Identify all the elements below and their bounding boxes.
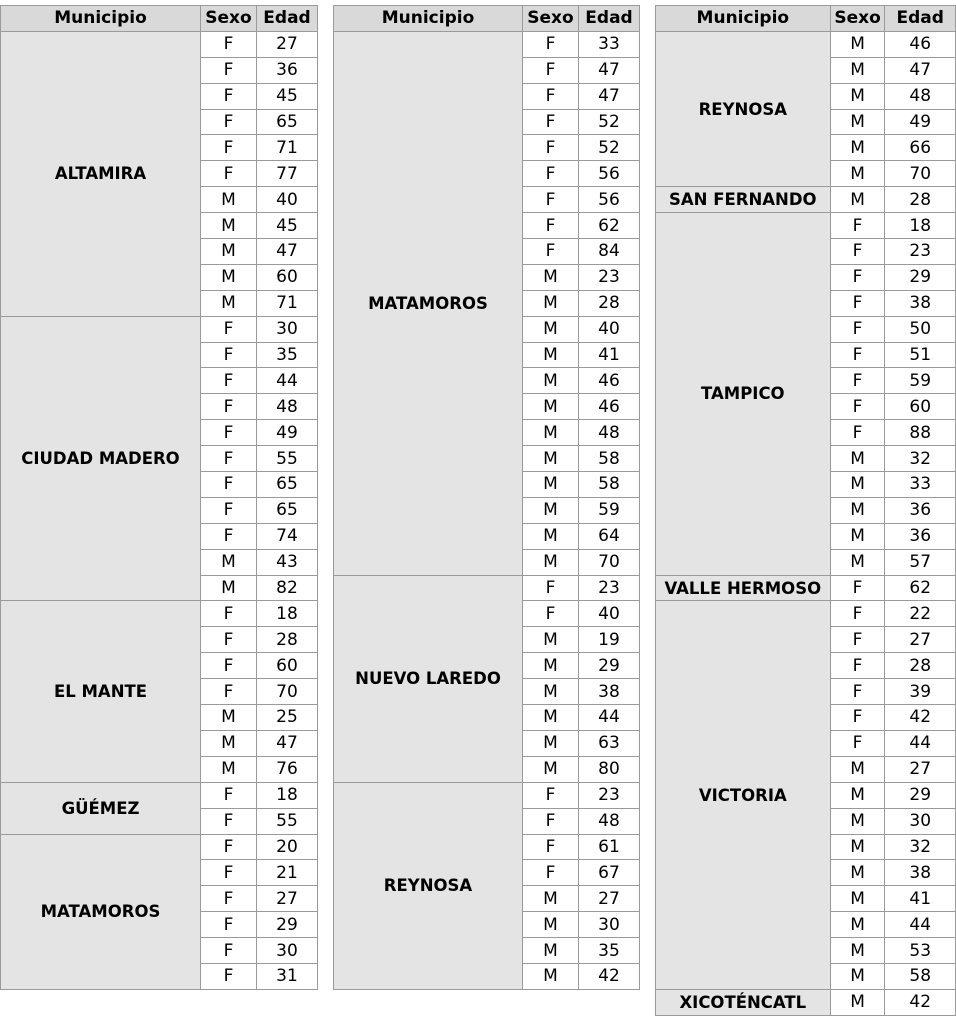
header-row xyxy=(334,6,640,32)
header-municipio: Municipio xyxy=(1,6,201,32)
edad-cell: 20 xyxy=(257,834,318,860)
table-row xyxy=(656,601,956,627)
table-row xyxy=(656,31,956,57)
sexo-cell: F xyxy=(830,730,885,756)
sexo-cell: F xyxy=(523,57,579,83)
edad-cell: 40 xyxy=(579,316,640,342)
municipio-cell: REYNOSA xyxy=(656,31,831,186)
edad-cell: 49 xyxy=(257,420,318,446)
sexo-cell: F xyxy=(201,135,257,161)
sexo-cell: F xyxy=(830,213,885,239)
sexo-cell: F xyxy=(830,239,885,265)
edad-cell: 27 xyxy=(885,756,956,782)
sexo-cell: M xyxy=(523,730,579,756)
edad-cell: 56 xyxy=(579,161,640,187)
sexo-cell: F xyxy=(201,808,257,834)
edad-cell: 55 xyxy=(257,808,318,834)
sexo-cell: M xyxy=(523,523,579,549)
edad-cell: 64 xyxy=(579,523,640,549)
sexo-cell: F xyxy=(523,239,579,265)
sexo-cell: M xyxy=(830,912,885,938)
edad-cell: 18 xyxy=(257,601,318,627)
sexo-cell: M xyxy=(201,187,257,213)
sexo-cell: F xyxy=(830,679,885,705)
sexo-cell: M xyxy=(830,446,885,472)
edad-cell: 47 xyxy=(885,57,956,83)
sexo-cell: F xyxy=(523,135,579,161)
table-row xyxy=(334,575,640,601)
edad-cell: 65 xyxy=(257,472,318,498)
table-row xyxy=(334,31,640,57)
edad-cell: 60 xyxy=(257,653,318,679)
table-row xyxy=(334,782,640,808)
sexo-cell: F xyxy=(201,420,257,446)
sexo-cell: F xyxy=(830,264,885,290)
edad-cell: 60 xyxy=(885,394,956,420)
sexo-cell: F xyxy=(523,161,579,187)
edad-cell: 19 xyxy=(579,627,640,653)
municipio-cell: VICTORIA xyxy=(656,601,831,989)
sexo-cell: M xyxy=(201,705,257,731)
sexo-cell: F xyxy=(523,31,579,57)
header-edad: Edad xyxy=(257,6,318,32)
edad-cell: 32 xyxy=(885,834,956,860)
edad-cell: 40 xyxy=(257,187,318,213)
edad-cell: 38 xyxy=(885,860,956,886)
header-sexo: Sexo xyxy=(830,6,885,32)
sexo-cell: M xyxy=(830,57,885,83)
sexo-cell: M xyxy=(523,756,579,782)
edad-cell: 70 xyxy=(257,679,318,705)
edad-cell: 77 xyxy=(257,161,318,187)
header-municipio: Municipio xyxy=(656,6,831,32)
edad-cell: 29 xyxy=(579,653,640,679)
edad-cell: 36 xyxy=(885,523,956,549)
edad-cell: 27 xyxy=(257,31,318,57)
edad-cell: 33 xyxy=(579,31,640,57)
sexo-cell: F xyxy=(201,368,257,394)
sexo-cell: F xyxy=(830,653,885,679)
sexo-cell: M xyxy=(523,264,579,290)
edad-cell: 29 xyxy=(885,782,956,808)
sexo-cell: M xyxy=(201,575,257,601)
edad-cell: 67 xyxy=(579,860,640,886)
edad-cell: 30 xyxy=(257,316,318,342)
edad-cell: 35 xyxy=(579,938,640,964)
edad-cell: 71 xyxy=(257,135,318,161)
sexo-cell: M xyxy=(201,290,257,316)
edad-cell: 28 xyxy=(885,653,956,679)
sexo-cell: F xyxy=(523,782,579,808)
header-sexo: Sexo xyxy=(523,6,579,32)
edad-cell: 27 xyxy=(885,627,956,653)
edad-cell: 41 xyxy=(885,886,956,912)
edad-cell: 66 xyxy=(885,135,956,161)
sexo-cell: M xyxy=(830,989,885,1015)
sexo-cell: F xyxy=(523,834,579,860)
table-row xyxy=(656,989,956,1015)
municipio-cell: NUEVO LAREDO xyxy=(334,575,523,782)
data-table-3 xyxy=(655,5,956,1016)
sexo-cell: M xyxy=(523,679,579,705)
sexo-cell: M xyxy=(830,886,885,912)
edad-cell: 52 xyxy=(579,135,640,161)
edad-cell: 60 xyxy=(257,264,318,290)
sexo-cell: M xyxy=(830,472,885,498)
sexo-cell: F xyxy=(523,575,579,601)
edad-cell: 71 xyxy=(257,290,318,316)
sexo-cell: M xyxy=(523,653,579,679)
table-row xyxy=(656,213,956,239)
sexo-cell: M xyxy=(201,730,257,756)
municipio-cell: MATAMOROS xyxy=(334,31,523,575)
sexo-cell: M xyxy=(523,912,579,938)
sexo-cell: F xyxy=(201,31,257,57)
sexo-cell: F xyxy=(201,523,257,549)
edad-cell: 76 xyxy=(257,756,318,782)
edad-cell: 47 xyxy=(257,730,318,756)
edad-cell: 42 xyxy=(885,705,956,731)
edad-cell: 65 xyxy=(257,497,318,523)
edad-cell: 44 xyxy=(885,912,956,938)
edad-cell: 23 xyxy=(579,782,640,808)
sexo-cell: F xyxy=(523,213,579,239)
edad-cell: 45 xyxy=(257,213,318,239)
municipio-cell: REYNOSA xyxy=(334,782,523,989)
edad-cell: 46 xyxy=(885,31,956,57)
edad-cell: 44 xyxy=(257,368,318,394)
edad-cell: 47 xyxy=(257,239,318,265)
header-sexo: Sexo xyxy=(201,6,257,32)
edad-cell: 70 xyxy=(885,161,956,187)
sexo-cell: M xyxy=(830,860,885,886)
sexo-cell: F xyxy=(201,653,257,679)
sexo-cell: F xyxy=(201,446,257,472)
edad-cell: 30 xyxy=(257,938,318,964)
sexo-cell: F xyxy=(830,705,885,731)
sexo-cell: M xyxy=(201,264,257,290)
edad-cell: 44 xyxy=(579,705,640,731)
sexo-cell: M xyxy=(201,239,257,265)
municipio-cell: CIUDAD MADERO xyxy=(1,316,201,601)
sexo-cell: F xyxy=(830,420,885,446)
edad-cell: 61 xyxy=(579,834,640,860)
edad-cell: 38 xyxy=(885,290,956,316)
edad-cell: 18 xyxy=(885,213,956,239)
sexo-cell: M xyxy=(523,963,579,989)
edad-cell: 44 xyxy=(885,730,956,756)
sexo-cell: F xyxy=(201,886,257,912)
edad-cell: 62 xyxy=(579,213,640,239)
municipio-cell: EL MANTE xyxy=(1,601,201,782)
edad-cell: 38 xyxy=(579,679,640,705)
edad-cell: 43 xyxy=(257,549,318,575)
sexo-cell: M xyxy=(523,446,579,472)
data-table-1 xyxy=(0,5,318,990)
edad-cell: 31 xyxy=(257,963,318,989)
sexo-cell: F xyxy=(201,912,257,938)
sexo-cell: M xyxy=(523,368,579,394)
sexo-cell: F xyxy=(201,472,257,498)
sexo-cell: M xyxy=(523,394,579,420)
sexo-cell: F xyxy=(830,290,885,316)
edad-cell: 25 xyxy=(257,705,318,731)
sexo-cell: M xyxy=(523,472,579,498)
edad-cell: 49 xyxy=(885,109,956,135)
header-edad: Edad xyxy=(579,6,640,32)
sexo-cell: F xyxy=(201,601,257,627)
edad-cell: 62 xyxy=(885,575,956,601)
edad-cell: 47 xyxy=(579,83,640,109)
sexo-cell: M xyxy=(523,290,579,316)
edad-cell: 48 xyxy=(579,420,640,446)
edad-cell: 51 xyxy=(885,342,956,368)
edad-cell: 58 xyxy=(579,446,640,472)
municipio-cell: GÜÉMEZ xyxy=(1,782,201,834)
sexo-cell: F xyxy=(523,860,579,886)
sexo-cell: M xyxy=(523,497,579,523)
edad-cell: 82 xyxy=(257,575,318,601)
sexo-cell: M xyxy=(830,31,885,57)
edad-cell: 18 xyxy=(257,782,318,808)
edad-cell: 46 xyxy=(579,368,640,394)
sexo-cell: M xyxy=(830,782,885,808)
sexo-cell: M xyxy=(523,627,579,653)
edad-cell: 56 xyxy=(579,187,640,213)
header-row xyxy=(656,6,956,32)
edad-cell: 42 xyxy=(885,989,956,1015)
table-row xyxy=(656,575,956,601)
data-table-2 xyxy=(333,5,640,990)
edad-cell: 57 xyxy=(885,549,956,575)
edad-cell: 29 xyxy=(885,264,956,290)
edad-cell: 80 xyxy=(579,756,640,782)
edad-cell: 53 xyxy=(885,938,956,964)
sexo-cell: M xyxy=(201,756,257,782)
edad-cell: 46 xyxy=(579,394,640,420)
sexo-cell: F xyxy=(830,601,885,627)
edad-cell: 33 xyxy=(885,472,956,498)
sexo-cell: F xyxy=(201,109,257,135)
edad-cell: 21 xyxy=(257,860,318,886)
edad-cell: 59 xyxy=(885,368,956,394)
edad-cell: 84 xyxy=(579,239,640,265)
sexo-cell: M xyxy=(830,963,885,989)
sexo-cell: F xyxy=(830,342,885,368)
edad-cell: 48 xyxy=(579,808,640,834)
sexo-cell: M xyxy=(523,705,579,731)
edad-cell: 28 xyxy=(257,627,318,653)
edad-cell: 55 xyxy=(257,446,318,472)
edad-cell: 63 xyxy=(579,730,640,756)
header-row xyxy=(1,6,318,32)
edad-cell: 59 xyxy=(579,497,640,523)
sexo-cell: F xyxy=(830,368,885,394)
edad-cell: 47 xyxy=(579,57,640,83)
sexo-cell: F xyxy=(830,627,885,653)
sexo-cell: F xyxy=(201,860,257,886)
sexo-cell: F xyxy=(523,808,579,834)
sexo-cell: M xyxy=(523,549,579,575)
sexo-cell: F xyxy=(201,57,257,83)
header-edad: Edad xyxy=(885,6,956,32)
table-row xyxy=(1,316,318,342)
sexo-cell: F xyxy=(201,316,257,342)
sexo-cell: M xyxy=(523,316,579,342)
sexo-cell: M xyxy=(830,187,885,213)
sexo-cell: M xyxy=(830,549,885,575)
municipio-cell: XICOTÉNCATL xyxy=(656,989,831,1015)
sexo-cell: F xyxy=(830,575,885,601)
sexo-cell: M xyxy=(830,938,885,964)
edad-cell: 39 xyxy=(885,679,956,705)
sexo-cell: M xyxy=(830,83,885,109)
edad-cell: 45 xyxy=(257,83,318,109)
municipio-cell: MATAMOROS xyxy=(1,834,201,989)
sexo-cell: F xyxy=(201,679,257,705)
edad-cell: 35 xyxy=(257,342,318,368)
sexo-cell: M xyxy=(523,342,579,368)
sexo-cell: M xyxy=(523,886,579,912)
edad-cell: 41 xyxy=(579,342,640,368)
edad-cell: 48 xyxy=(257,394,318,420)
sexo-cell: F xyxy=(523,109,579,135)
sexo-cell: M xyxy=(830,756,885,782)
sexo-cell: M xyxy=(830,497,885,523)
sexo-cell: F xyxy=(523,187,579,213)
edad-cell: 42 xyxy=(579,963,640,989)
edad-cell: 70 xyxy=(579,549,640,575)
sexo-cell: M xyxy=(830,834,885,860)
sexo-cell: M xyxy=(523,420,579,446)
edad-cell: 58 xyxy=(885,963,956,989)
edad-cell: 23 xyxy=(579,264,640,290)
header-municipio: Municipio xyxy=(334,6,523,32)
edad-cell: 28 xyxy=(579,290,640,316)
edad-cell: 23 xyxy=(885,239,956,265)
table-row xyxy=(1,601,318,627)
edad-cell: 32 xyxy=(885,446,956,472)
sexo-cell: F xyxy=(201,497,257,523)
sexo-cell: M xyxy=(830,109,885,135)
sexo-cell: F xyxy=(201,782,257,808)
edad-cell: 36 xyxy=(885,497,956,523)
table-row xyxy=(1,834,318,860)
sexo-cell: F xyxy=(201,394,257,420)
sexo-cell: F xyxy=(201,342,257,368)
edad-cell: 29 xyxy=(257,912,318,938)
edad-cell: 88 xyxy=(885,420,956,446)
sexo-cell: F xyxy=(523,83,579,109)
edad-cell: 58 xyxy=(579,472,640,498)
sexo-cell: M xyxy=(830,523,885,549)
table-row xyxy=(656,187,956,213)
edad-cell: 22 xyxy=(885,601,956,627)
municipio-cell: ALTAMIRA xyxy=(1,31,201,316)
sexo-cell: F xyxy=(201,834,257,860)
municipio-cell: TAMPICO xyxy=(656,213,831,575)
sexo-cell: M xyxy=(830,135,885,161)
sexo-cell: M xyxy=(201,213,257,239)
sexo-cell: M xyxy=(830,808,885,834)
sexo-cell: F xyxy=(830,394,885,420)
edad-cell: 23 xyxy=(579,575,640,601)
edad-cell: 36 xyxy=(257,57,318,83)
edad-cell: 27 xyxy=(257,886,318,912)
sexo-cell: F xyxy=(201,963,257,989)
edad-cell: 50 xyxy=(885,316,956,342)
sexo-cell: F xyxy=(201,83,257,109)
sexo-cell: M xyxy=(201,549,257,575)
municipio-cell: SAN FERNANDO xyxy=(656,187,831,213)
edad-cell: 48 xyxy=(885,83,956,109)
sexo-cell: M xyxy=(830,161,885,187)
sexo-cell: F xyxy=(523,601,579,627)
table-row xyxy=(1,31,318,57)
edad-cell: 74 xyxy=(257,523,318,549)
sexo-cell: F xyxy=(830,316,885,342)
sexo-cell: F xyxy=(201,161,257,187)
edad-cell: 40 xyxy=(579,601,640,627)
edad-cell: 30 xyxy=(579,912,640,938)
edad-cell: 30 xyxy=(885,808,956,834)
edad-cell: 52 xyxy=(579,109,640,135)
edad-cell: 28 xyxy=(885,187,956,213)
edad-cell: 65 xyxy=(257,109,318,135)
municipio-cell: VALLE HERMOSO xyxy=(656,575,831,601)
sexo-cell: F xyxy=(201,627,257,653)
sexo-cell: M xyxy=(523,938,579,964)
edad-cell: 27 xyxy=(579,886,640,912)
sexo-cell: F xyxy=(201,938,257,964)
table-row xyxy=(1,782,318,808)
